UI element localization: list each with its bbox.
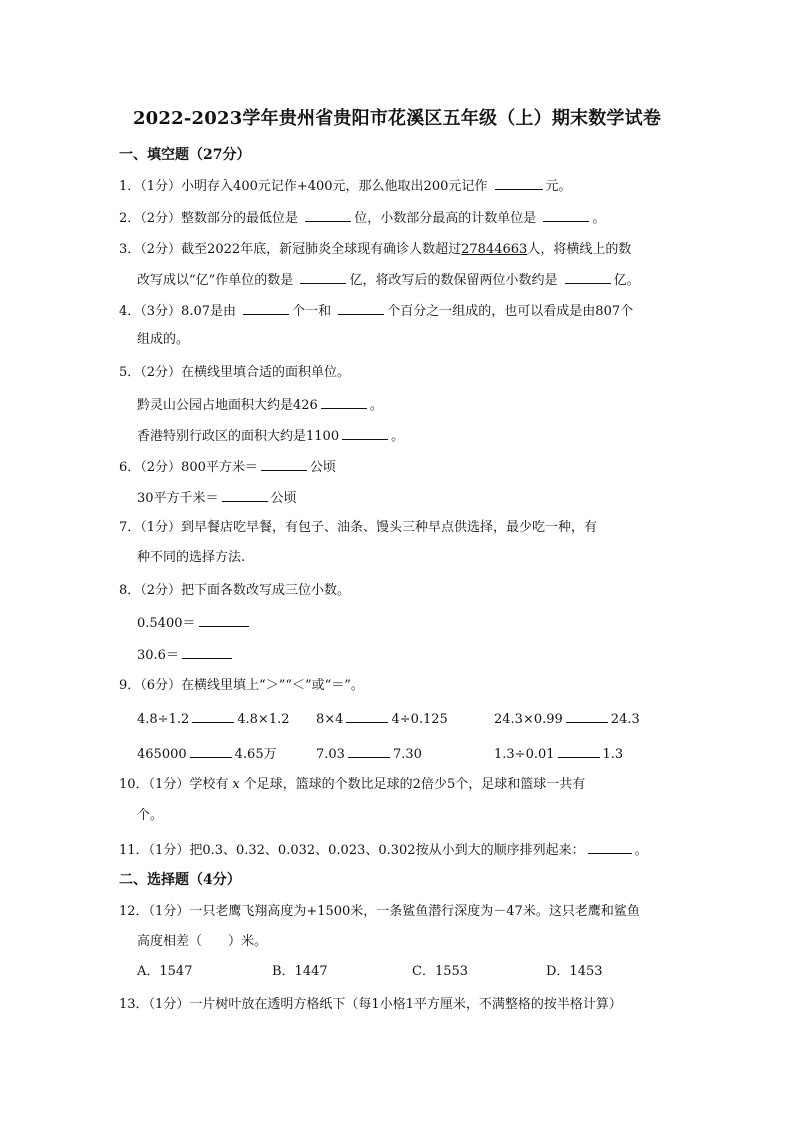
question-5-part-1-text: 黔灵山公园占地面积大约是426 (137, 398, 318, 413)
question-4-text-2: 个一和 (292, 304, 332, 319)
option-d[interactable]: D．1453 (546, 964, 603, 979)
question-6-part-2 (137, 488, 297, 508)
question-6 (119, 457, 336, 477)
question-3-line-2 (137, 270, 640, 290)
question-3 (119, 241, 631, 259)
right-expr: 4.65万 (234, 747, 277, 762)
question-2-text-2: 位，小数部分最高的计数单位是 (354, 211, 537, 226)
underlined-number: 27844663 (461, 242, 528, 257)
answer-blank[interactable] (565, 270, 611, 284)
question-12: 12．（1分）一只老鹰飞翔高度为+1500米，一条鲨鱼潜行深度为－47米。这只老鹰和鲨鱼 (119, 904, 640, 919)
question-8-part-2 (137, 645, 235, 665)
question-11 (119, 840, 648, 860)
question-10-line-2: 个。 (137, 808, 164, 823)
question-10-text: 10．（1分）学校有 (119, 777, 229, 792)
question-13: 13．（1分）一片树叶放在透明方格纸下（每1小格1平方厘米，不满整格的按半格计算） (119, 997, 622, 1012)
answer-blank[interactable] (588, 840, 632, 854)
left-expr: 1.3÷0.01 (494, 747, 555, 762)
option-a[interactable]: A．1547 (137, 964, 193, 979)
left-expr: 465000 (137, 747, 187, 762)
question-8-text-2: 30.6＝ (137, 648, 179, 663)
compare-item (137, 744, 277, 764)
question-3-text-4: 亿，将改写后的数保留两位小数约是 (349, 273, 558, 288)
unit: 公顷 (270, 491, 297, 506)
question-2-text: 2．（2分）整数部分的最低位是 (119, 211, 299, 226)
question-3-text-3: 改写成以“亿”作单位的数是 (137, 273, 294, 288)
answer-blank[interactable] (261, 457, 307, 471)
question-10-text-2: 个足球，篮球的个数比足球的2倍少5个，足球和篮球一共有 (243, 777, 586, 792)
left-expr: 4.8÷1.2 (137, 712, 190, 727)
question-5-part-2 (137, 426, 404, 446)
answer-blank[interactable] (182, 645, 232, 659)
answer-blank[interactable] (338, 301, 384, 315)
question-4 (119, 301, 633, 321)
punct: 。 (634, 843, 648, 858)
right-expr: 7.30 (392, 747, 422, 762)
question-8-text: 0.5400＝ (137, 616, 196, 631)
question-7: 7．（1分）到早餐店吃早餐，有包子、油条、馒头三种早点供选择，最少吃一种，有 (119, 520, 598, 535)
question-5-part-1 (137, 395, 383, 415)
compare-item (137, 709, 290, 729)
answer-blank[interactable] (495, 176, 543, 190)
answer-blank[interactable] (199, 613, 249, 627)
question-5-part-2-text: 香港特别行政区的面积大约是1100 (137, 429, 340, 444)
question-6-text: 6．（2分）800平方米＝ (119, 460, 258, 475)
answer-blank[interactable] (566, 709, 608, 723)
section-heading-fill-in: 一、填空题（27分） (119, 147, 251, 163)
left-expr: 24.3×0.99 (494, 712, 563, 727)
right-expr: 1.3 (602, 747, 624, 762)
unit: 公顷 (309, 460, 336, 475)
answer-blank[interactable] (222, 488, 268, 502)
question-7-line-2: 种不同的选择方法. (137, 550, 246, 565)
answer-blank[interactable] (243, 301, 289, 315)
compare-item (494, 744, 623, 764)
answer-blank[interactable] (321, 395, 367, 409)
left-expr: 7.03 (316, 747, 345, 762)
question-9: 9．（6分）在横线里填上“＞”“＜”或“＝”。 (119, 678, 364, 693)
page-title: 2022-2023学年贵州省贵阳市花溪区五年级（上）期末数学试卷 (132, 108, 662, 129)
question-5: 5．（2分）在横线里填合适的面积单位。 (119, 365, 351, 380)
answer-blank[interactable] (543, 208, 589, 222)
answer-blank[interactable] (342, 426, 388, 440)
question-10 (119, 776, 585, 794)
question-1 (119, 176, 572, 196)
answer-blank[interactable] (300, 270, 346, 284)
question-8: 8．（2分）把下面各数改写成三位小数。 (119, 583, 351, 598)
question-4-line-2: 组成的。 (137, 332, 190, 347)
punct: 。 (391, 429, 405, 444)
answer-blank[interactable] (190, 744, 232, 758)
compare-item (316, 709, 448, 729)
question-12-line-2: 高度相差（ ）米。 (137, 934, 268, 949)
question-3-text: 3．（2分）截至2022年底，新冠肺炎全球现有确诊人数超过 (119, 242, 462, 257)
question-4-text-3: 个百分之一组成的，也可以看成是由807个 (387, 304, 634, 319)
option-c[interactable]: C．1553 (412, 964, 469, 979)
answer-blank[interactable] (348, 744, 390, 758)
answer-blank[interactable] (305, 208, 351, 222)
question-3-end: 亿。 (613, 273, 640, 288)
compare-item (494, 709, 640, 729)
punct: 。 (369, 398, 383, 413)
left-expr: 8×4 (316, 712, 344, 727)
question-11-text: 11．（1分）把0.3、0.32、0.032、0.023、0.302按从小到大的顺序排列起来： (119, 843, 585, 858)
answer-blank[interactable] (192, 709, 234, 723)
right-expr: 4.8×1.2 (237, 712, 290, 727)
question-4-text: 4．（3分）8.07是由 (119, 304, 236, 319)
option-b[interactable]: B．1447 (272, 964, 328, 979)
section-heading-choice: 二、选择题（4分） (119, 872, 241, 888)
right-expr: 4÷0.125 (391, 712, 448, 727)
compare-item (316, 744, 422, 764)
variable-x: x (232, 777, 240, 792)
question-8-part-1 (137, 613, 252, 633)
right-expr: 24.3 (610, 712, 640, 727)
question-6-text-2: 30平方千米＝ (137, 491, 219, 506)
answer-blank[interactable] (346, 709, 388, 723)
question-2 (119, 208, 605, 228)
question-1-text: 1．（1分）小明存入400元记作+400元，那么他取出200元记作 (119, 179, 488, 194)
question-2-end: 。 (592, 211, 606, 226)
question-1-unit: 元。 (545, 179, 572, 194)
answer-blank[interactable] (558, 744, 600, 758)
question-3-text-2: 人，将横线上的数 (527, 242, 632, 257)
